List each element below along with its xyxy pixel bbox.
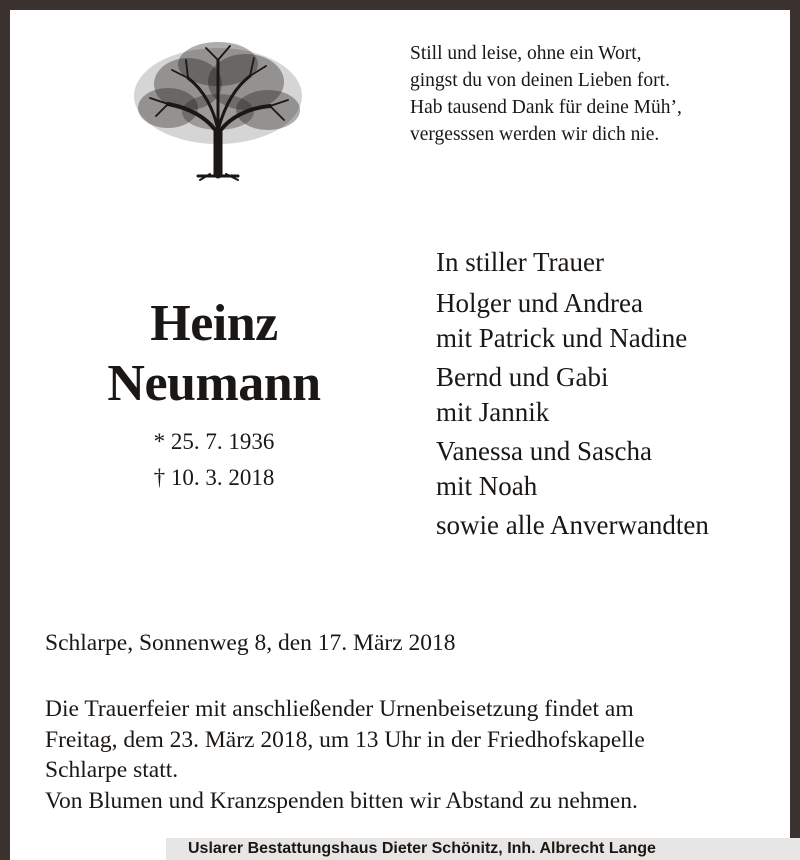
mourner-line: mit Jannik [436, 397, 550, 427]
mourner-group [436, 434, 709, 504]
poem-line: gingst du von deinen Lieben fort. [410, 70, 670, 91]
mourner-group [436, 508, 709, 543]
funeral-notice [45, 694, 645, 816]
mourner-line: mit Patrick und Nadine [436, 323, 688, 353]
notice-line: Schlarpe statt. [45, 757, 179, 783]
mourner-line: Vanessa und Sascha [436, 436, 652, 466]
poem-line: vergesssen werden wir dich nie. [410, 124, 660, 145]
deceased-first-name: Heinz [150, 295, 278, 352]
notice-line: Freitag, dem 23. März 2018, um 13 Uhr in der Friedhofskapelle [45, 726, 645, 753]
death-date: † 10. 3. 2018 [153, 465, 275, 490]
memorial-poem [410, 40, 682, 148]
mourner-group [436, 360, 709, 430]
poem-line: Hab tausend Dank für deine Müh’, [410, 97, 682, 118]
mourner-line: mit Noah [436, 471, 538, 501]
birth-date: * 25. 7. 1936 [153, 429, 275, 454]
place-and-date: Schlarpe, Sonnenweg 8, den 17. März 2018 [45, 630, 456, 656]
mourners-heading: In stiller Trauer [436, 247, 604, 277]
mourner-line: sowie alle Anverwandten [436, 510, 709, 540]
funeral-home-footer: Uslarer Bestattungshaus Dieter Schönitz, Inh. Albrecht Lange [166, 838, 800, 860]
notice-line: Von Blumen und Kranzspenden bitten wir Abstand zu nehmen. [45, 787, 638, 814]
poem-line: Still und leise, ohne ein Wort, [410, 43, 642, 64]
deceased-last-name: Neumann [107, 355, 321, 412]
mourner-group [436, 286, 709, 356]
tree-icon [128, 34, 308, 184]
notice-line: Die Trauerfeier mit anschließender Urnenbeisetzung findet am [45, 696, 634, 722]
mourners-list [436, 245, 709, 547]
mourner-line: Bernd und Gabi [436, 362, 609, 392]
mourner-line: Holger und Andrea [436, 288, 643, 318]
